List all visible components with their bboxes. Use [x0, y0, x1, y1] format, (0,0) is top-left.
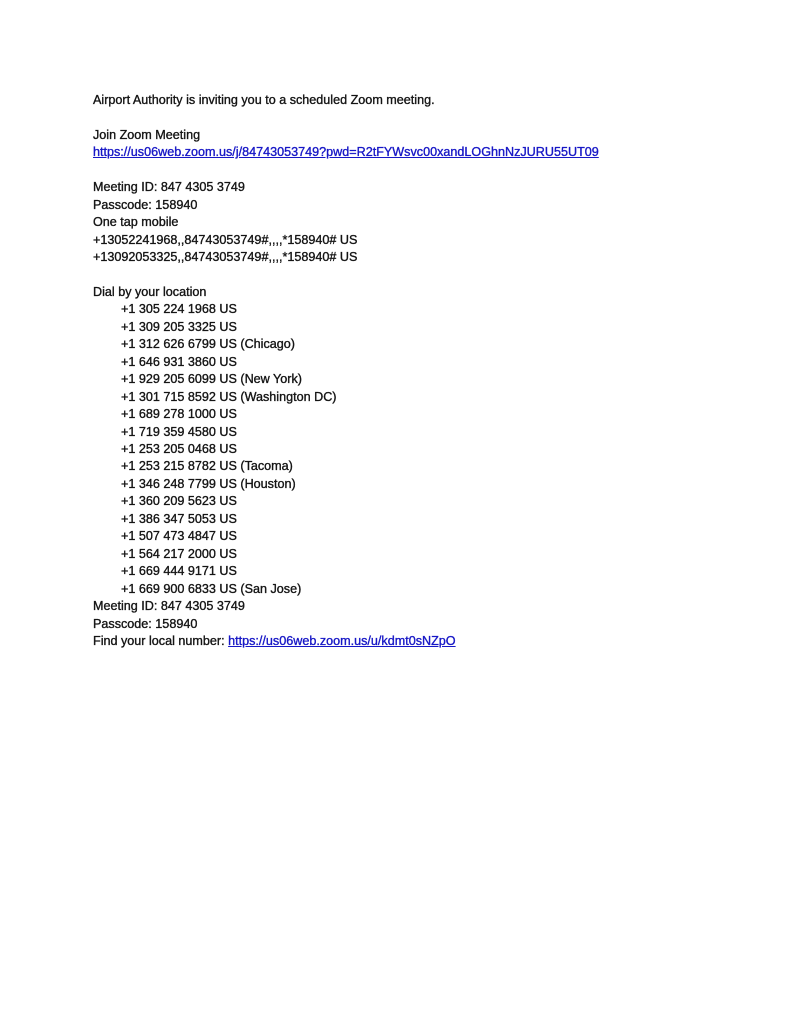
- meeting-id-footer-text: Meeting ID: 847 4305 3749: [93, 599, 245, 614]
- blank-line: [93, 267, 713, 284]
- dial-number-row: +1 301 715 8592 US (Washington DC): [121, 389, 337, 404]
- dial-number-row: +1 309 205 3325 US: [121, 319, 237, 334]
- dial-number-row: +1 253 215 8782 US (Tacoma): [121, 459, 293, 474]
- join-meeting-link[interactable]: https://us06web.zoom.us/j/84743053749?pwd=R2tFYWsvc00xandLOGhnNzJURU55UT09: [93, 145, 599, 160]
- dial-number-row: +1 929 205 6099 US (New York): [121, 372, 302, 387]
- dial-number-row: +1 507 473 4847 US: [121, 529, 237, 544]
- intro-text: Airport Authority is inviting you to a scheduled Zoom meeting.: [93, 93, 435, 107]
- one-tap-number: +13092053325,,84743053749#,,,,*158940# US: [93, 250, 358, 265]
- find-local-line: [93, 633, 713, 650]
- dial-number-row: +1 305 224 1968 US: [121, 302, 237, 317]
- join-heading: Join Zoom Meeting: [93, 127, 201, 142]
- dial-number-row: +1 669 444 9171 US: [121, 564, 237, 579]
- dial-number-row: +1 360 209 5623 US: [121, 494, 237, 509]
- dial-number-row: +1 564 217 2000 US: [121, 546, 237, 561]
- dial-number-row: +1 312 626 6799 US (Chicago): [121, 337, 295, 352]
- blank-line: [93, 162, 713, 179]
- blank-line: [93, 109, 713, 126]
- dial-number-row: +1 669 900 6833 US (San Jose): [121, 581, 302, 596]
- zoom-invite-document: [93, 92, 713, 650]
- find-local-label: Find your local number:: [93, 634, 229, 648]
- dial-number-row: +1 346 248 7799 US (Houston): [121, 476, 296, 491]
- dial-number-row: +1 719 359 4580 US: [121, 424, 237, 439]
- meeting-id-text: Meeting ID: 847 4305 3749: [93, 180, 245, 195]
- dial-heading: Dial by your location: [93, 284, 207, 299]
- passcode-text: Passcode: 158940: [93, 197, 198, 212]
- dial-number-row: +1 689 278 1000 US: [121, 407, 237, 422]
- dial-number-row: +1 646 931 3860 US: [121, 354, 237, 369]
- passcode-footer-text: Passcode: 158940: [93, 616, 198, 631]
- dial-number-row: +1 386 347 5053 US: [121, 511, 237, 526]
- find-local-number-link[interactable]: https://us06web.zoom.us/u/kdmt0sNZpO: [228, 634, 456, 648]
- one-tap-number: +13052241968,,84743053749#,,,,*158940# US: [93, 232, 358, 247]
- dial-number-row: +1 253 205 0468 US: [121, 442, 237, 457]
- one-tap-heading: One tap mobile: [93, 215, 179, 230]
- join-link-line: [93, 144, 713, 161]
